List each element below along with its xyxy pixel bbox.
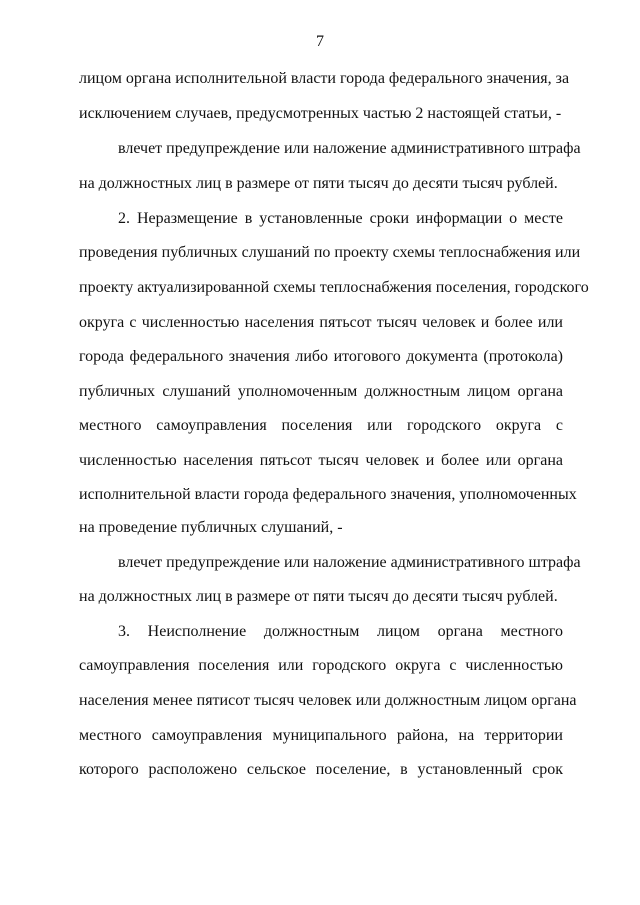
text-line: проекту актуализированной схемы теплоснабжения поселения, городского: [79, 279, 589, 296]
text-line: которого расположено сельское поселение, в установленный срок: [79, 761, 563, 778]
text-line: округа с численностью населения пятьсот тысяч человек и более или: [79, 314, 563, 331]
text-line: на должностных лиц в размере от пяти тысяч до десяти тысяч рублей.: [79, 588, 558, 605]
text-line: исполнительной власти города федерального значения, уполномоченных: [79, 486, 577, 503]
text-line: 3. Неисполнение должностным лицом органа местного: [118, 623, 563, 640]
text-line: самоуправления поселения или городского округа с численностью: [79, 657, 563, 674]
text-line: публичных слушаний уполномоченным должностным лицом органа: [79, 383, 563, 400]
text-line: исключением случаев, предусмотренных частью 2 настоящей статьи, -: [79, 105, 562, 122]
text-line: численностью населения пятьсот тысяч человек и более или органа: [79, 452, 563, 469]
page-number: 7: [316, 33, 324, 50]
text-line: города федерального значения либо итогового документа (протокола): [79, 348, 563, 365]
text-line: влечет предупреждение или наложение административного штрафа: [118, 140, 581, 157]
text-line: на должностных лиц в размере от пяти тысяч до десяти тысяч рублей.: [79, 175, 558, 192]
text-line: лицом органа исполнительной власти города федерального значения, за: [79, 70, 570, 87]
text-line: 2. Неразмещение в установленные сроки информации о месте: [118, 210, 563, 227]
text-line: проведения публичных слушаний по проекту схемы теплоснабжения или: [79, 244, 581, 261]
text-line: населения менее пятисот тысяч человек или должностным лицом органа: [79, 692, 577, 709]
text-line: местного самоуправления поселения или городского округа с: [79, 417, 563, 434]
text-line: влечет предупреждение или наложение административного штрафа: [118, 554, 581, 571]
text-line: на проведение публичных слушаний, -: [79, 519, 343, 536]
text-line: местного самоуправления муниципального района, на территории: [79, 727, 563, 744]
